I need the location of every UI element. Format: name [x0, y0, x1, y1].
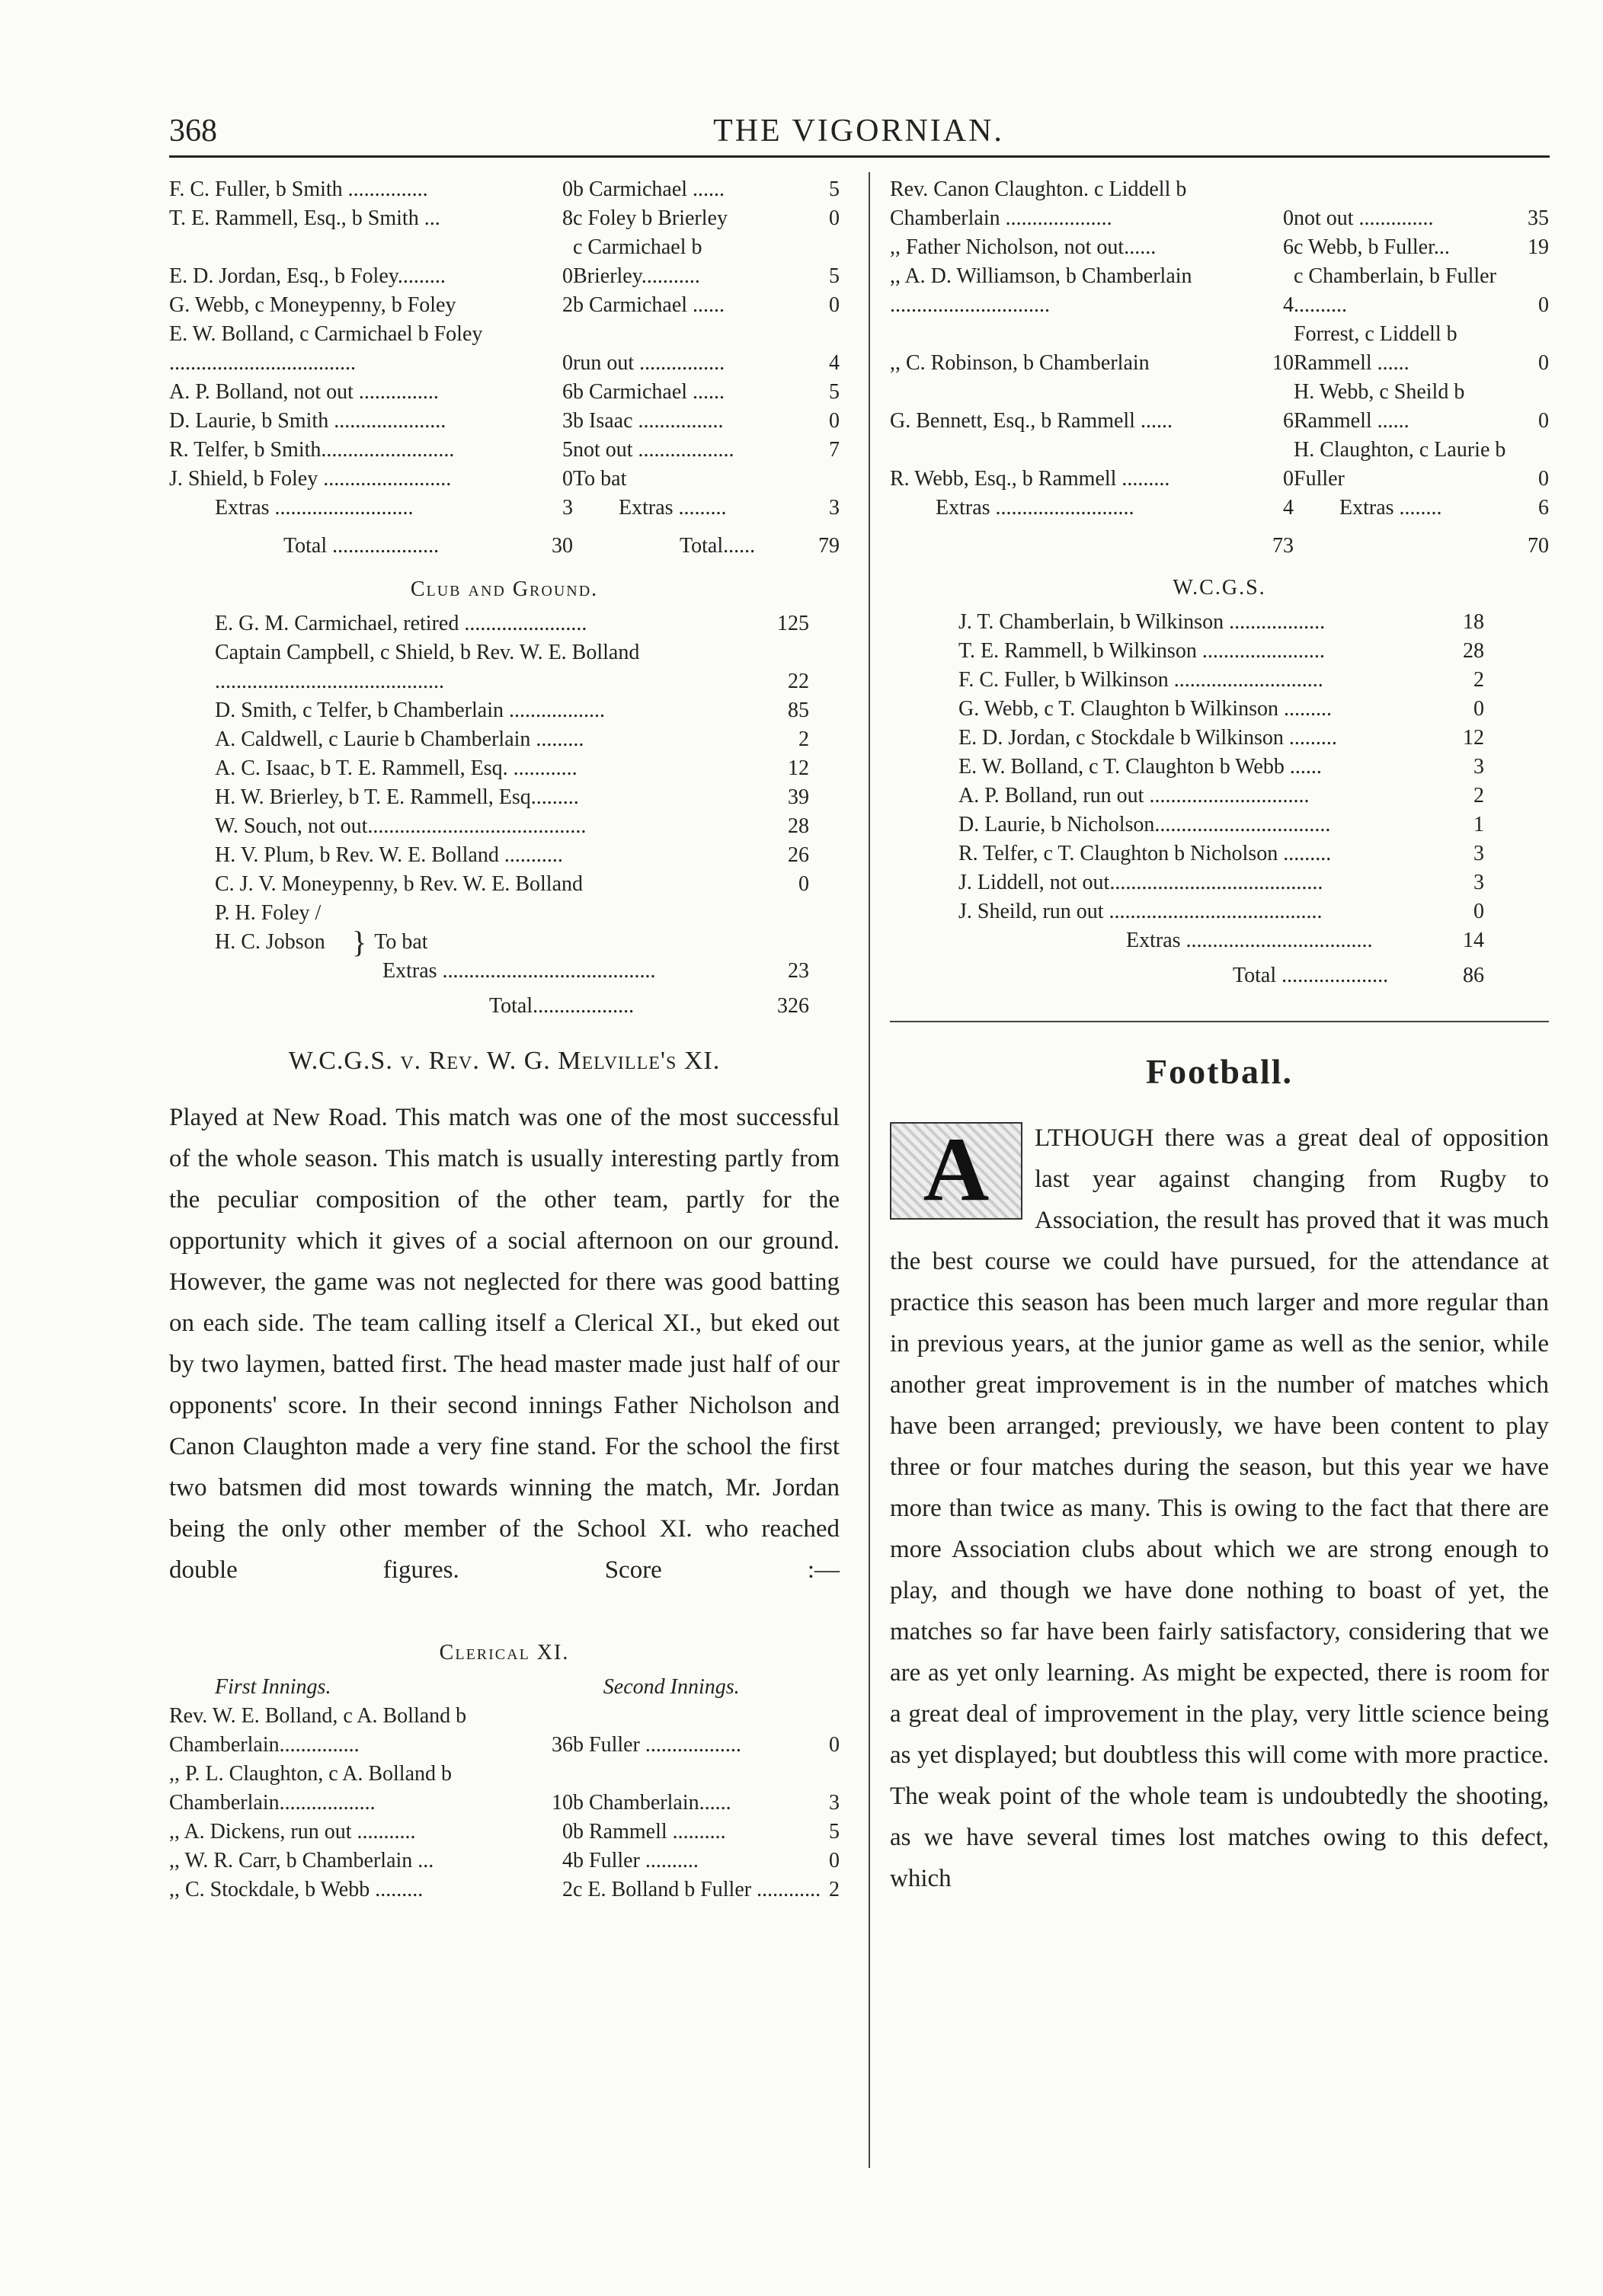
score-row: W. Souch, not out......................................... 28	[215, 814, 809, 838]
right-column	[890, 175, 1549, 1940]
score-row: E. W. Bolland, c T. Claughton b Webb ...... 3	[958, 755, 1484, 779]
football-text: LTHOUGH there was a great deal of opposition last year against changing from Rugby to Association, the result has proved that it was much the best course we could have pursued, for the attendance at practice this season has been much larger and more regular than in previous years, at the junior game as well as the senior, while another great improvement is in the number of matches which have been arranged; previously, we have been content to play three or four matches during the season, but this year we have more than twice as many. This is owing to the fact that there are more Association clubs about which we are strong enough to play, and though we have done nothing to boast of yet, the matches so far have been fairly satisfactory, considering that we are as yet only learning. As might be expected, there is room for a great deal of improvement in the play, very little science being as yet displayed; but doubtless this will come with more practice. The weak point of the whole team is undoubtedly the shooting, as we have several times lost matches owing to this defect, which	[890, 1124, 1549, 1892]
score-row: Rev. W. E. Bolland, c A. Bolland b Chamberlain............... 36 b Fuller .................. 0	[169, 1704, 840, 1757]
score-row: A. C. Isaac, b T. E. Rammell, Esq. ............ 12	[215, 756, 809, 780]
score-row: H. W. Brierley, b T. E. Rammell, Esq......... 39	[215, 785, 809, 809]
score-row: ,, W. R. Carr, b Chamberlain ... 4 b Fuller .......... 0	[169, 1849, 840, 1872]
page-number: 368	[169, 114, 217, 149]
header-rule	[169, 155, 1550, 158]
extras-row: Extras ........................................ 23	[382, 959, 809, 983]
score-row: G. Webb, c Moneypenny, b Foley 2 b Carmichael ...... 0	[169, 293, 840, 317]
total-row: Total .................... 86	[1233, 964, 1484, 987]
wcgs-scorecard	[890, 608, 1484, 990]
football-heading: Football.	[1145, 1052, 1294, 1091]
score-row: ,, A. D. Williamson, b Chamberlain .............................. 4 c Chamberlain, b Fuller .......... 0	[890, 264, 1549, 317]
score-row: E. W. Bolland, c Carmichael b Foley ................................... 0 run out ................ 4	[169, 322, 840, 375]
score-row: C. J. V. Moneypenny, b Rev. W. E. Bolland 0	[215, 872, 809, 896]
to-bat-row: P. H. Foley / H. C. Jobson } To bat	[215, 901, 428, 959]
score-row: A. Caldwell, c Laurie b Chamberlain ......... 2	[215, 727, 809, 751]
score-row: R. Telfer, c T. Claughton b Nicholson ......... 3	[958, 842, 1484, 865]
total-row: Total................... 326	[489, 994, 809, 1018]
clerical-heading: Clerical XI.	[439, 1641, 570, 1664]
extras-row: Extras ................................... 14	[1126, 929, 1484, 952]
score-row: D. Smith, c Telfer, b Chamberlain .................. 85	[215, 699, 809, 722]
score-row: A. P. Bolland, not out ............... 6 b Carmichael ...... 5	[169, 380, 840, 404]
score-row: ,, A. Dickens, run out ........... 0 b Rammell .......... 5	[169, 1820, 840, 1844]
score-row: G. Bennett, Esq., b Rammell ...... 6 H. Webb, c Sheild b Rammell ...... 0	[890, 380, 1549, 433]
score-row: F. C. Fuller, b Smith ............... 0 b Carmichael ...... 5	[169, 177, 840, 201]
score-row: ,, C. Robinson, b Chamberlain 10 Forrest, c Liddell b Rammell ...... 0	[890, 322, 1549, 375]
score-row: ,, P. L. Claughton, c A. Bolland b Chamberlain.................. 10 b Chamberlain...... 3	[169, 1762, 840, 1815]
score-row: R. Webb, Esq., b Rammell ......... 0 H. Claughton, c Laurie b Fuller 0	[890, 438, 1549, 491]
score-row: E. G. M. Carmichael, retired ....................... 125	[215, 612, 809, 635]
score-row: J. Shield, b Foley ........................ 0 To bat	[169, 467, 627, 491]
clerical-continued	[890, 175, 1549, 561]
left-column	[169, 175, 840, 1904]
score-row: R. Telfer, b Smith......................... 5 not out .................. 7	[169, 438, 840, 462]
score-row: E. D. Jordan, c Stockdale b Wilkinson ......... 12	[958, 726, 1484, 750]
score-row: D. Laurie, b Smith ..................... 3 b Isaac ................ 0	[169, 409, 840, 433]
football-report	[890, 1118, 1549, 1940]
score-row: E. D. Jordan, Esq., b Foley......... 0 c Carmichael b Brierley........... 5	[169, 235, 840, 288]
score-row: ,, C. Stockdale, b Webb ......... 2 c E. Bolland b Fuller ............ 2	[169, 1878, 840, 1901]
innings-headings: First Innings. Second Innings.	[215, 1675, 740, 1699]
club-ground-scorecard	[169, 609, 809, 1021]
score-row: D. Laurie, b Nicholson................................. 1	[958, 813, 1484, 836]
wcgs-heading: W.C.G.S.	[1173, 576, 1266, 600]
page-title: THE VIGORNIAN.	[713, 114, 1004, 149]
score-row: G. Webb, c T. Claughton b Wilkinson ......... 0	[958, 697, 1484, 721]
scorecard-first	[169, 175, 840, 561]
score-row: H. V. Plum, b Rev. W. E. Bolland ........... 26	[215, 843, 809, 867]
column-divider	[869, 172, 870, 2168]
score-row: Captain Campbell, c Shield, b Rev. W. E. Bolland ........................................... 22	[215, 641, 809, 693]
match-report: Played at New Road. This match was one of the most successful of the whole season. This match is usually interesting partly from the peculiar composition of the other team, partly for the opportunity which it gives of a social afternoon on our ground. However, the game was not neglected for there was good batting on each side. The team calling itself a Clerical XI., but eked out by two laymen, batted first. The head master made just half of our opponents' score. In their second innings Father Nicholson and Canon Claughton made a very fine stand. For the school the first two batsmen did most towards winning the match, Mr. Jordan being the only other member of the School XI. who reached double figures. Score :—	[169, 1104, 840, 1584]
score-row: J. Liddell, not out........................................ 3	[958, 871, 1484, 894]
total-row: Total .................... 30 Total...... 79	[283, 534, 840, 558]
section-divider	[890, 1021, 1549, 1022]
score-row: T. E. Rammell, Esq., b Smith ... 8 c Foley b Brierley 0	[169, 206, 840, 230]
score-row: J. T. Chamberlain, b Wilkinson .................. 18	[958, 610, 1484, 634]
match-heading: W.C.G.S. v. Rev. W. G. Melville's XI.	[288, 1047, 721, 1075]
extras-row: Extras .......................... 3 Extras ......... 3	[215, 496, 840, 520]
score-row: J. Sheild, run out ........................................ 0	[958, 900, 1484, 923]
score-row: T. E. Rammell, b Wilkinson ....................... 28	[958, 639, 1484, 663]
club-ground-heading: Club and Ground.	[410, 577, 599, 601]
page-header	[169, 107, 1548, 154]
score-row: ,, Father Nicholson, not out...... 6 c Webb, b Fuller... 19	[890, 235, 1549, 259]
extras-row: Extras .......................... 4 Extras ........ 6	[936, 496, 1549, 520]
drop-cap: A	[890, 1122, 1022, 1220]
score-row: F. C. Fuller, b Wilkinson ............................ 2	[958, 668, 1484, 692]
total-row: 73 70	[1272, 534, 1549, 558]
score-row: A. P. Bolland, run out .............................. 2	[958, 784, 1484, 807]
score-row: Rev. Canon Claughton. c Liddell b Chamberlain .................... 0 not out .............. 35	[890, 177, 1549, 230]
